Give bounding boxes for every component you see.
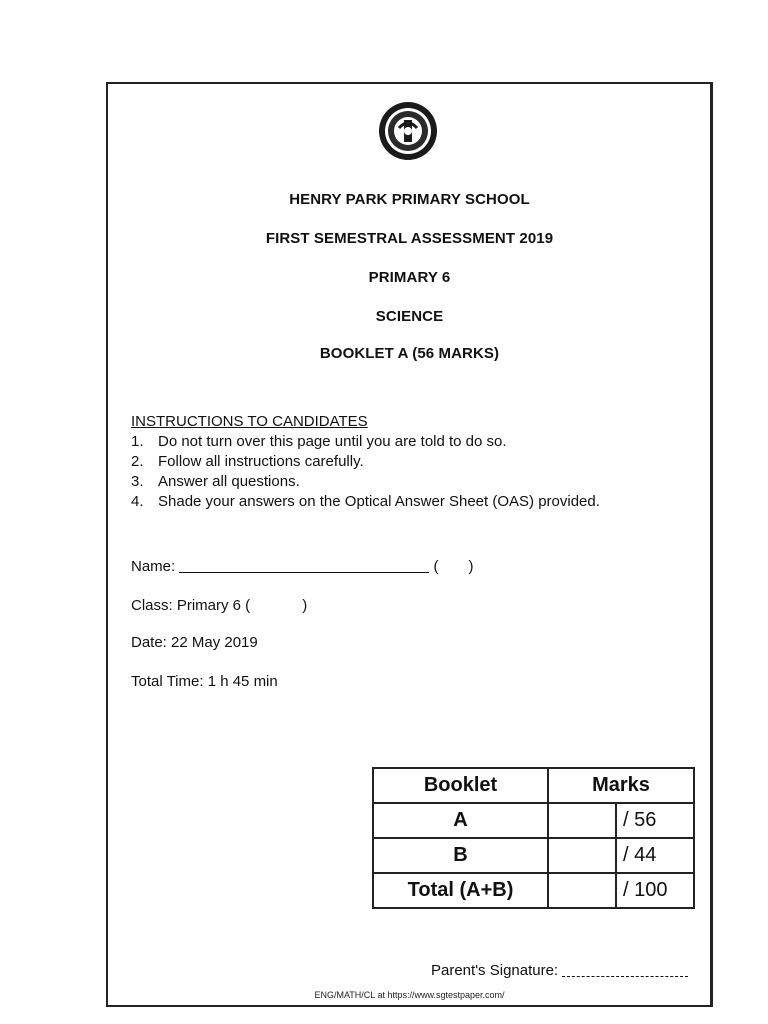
marks-entry[interactable] [548,838,616,873]
table-row: A / 56 [373,803,694,838]
table-row: B / 44 [373,838,694,873]
booklet-header: Booklet [373,768,548,803]
date-field: Date: 22 May 2019 [131,634,258,651]
class-field: Class: Primary 6 ( ) [131,597,308,614]
school-crest-icon [377,100,439,162]
instruction-item: 1. Do not turn over this page until you are told to do so. [131,433,507,450]
assessment-title: FIRST SEMESTRAL ASSESSMENT 2019 [265,230,554,247]
school-name: HENRY PARK PRIMARY SCHOOL [289,191,530,208]
parent-signature [431,962,688,979]
signature-blank[interactable] [562,964,688,977]
instruction-item: 3. Answer all questions. [131,473,300,490]
marks-table [372,767,695,909]
class-label: Class: Primary 6 ( [131,597,251,614]
total-time-field: Total Time: 1 h 45 min [131,673,278,690]
signature-label: Parent's Signature: [431,962,559,979]
marks-entry[interactable] [548,803,616,838]
instruction-item: 4. Shade your answers on the Optical Answer Sheet (OAS) provided. [131,493,600,510]
level-title: PRIMARY 6 [368,269,451,286]
name-label: Name: [131,558,176,575]
instruction-item: 2. Follow all instructions carefully. [131,453,364,470]
instructions-heading: INSTRUCTIONS TO CANDIDATES [131,413,368,430]
subject-title: SCIENCE [375,308,444,325]
table-header-row [373,768,694,803]
name-field: Name: ( ) [131,558,474,575]
instructions-list [131,432,600,512]
name-blank[interactable] [179,558,429,573]
table-row: Total (A+B) / 100 [373,873,694,908]
marks-header: Marks [548,768,694,803]
booklet-title: BOOKLET A (56 MARKS) [319,345,500,362]
footer-source: ENG/MATH/CL at https://www.sgtestpaper.com/ [314,990,505,1000]
marks-entry[interactable] [548,873,616,908]
